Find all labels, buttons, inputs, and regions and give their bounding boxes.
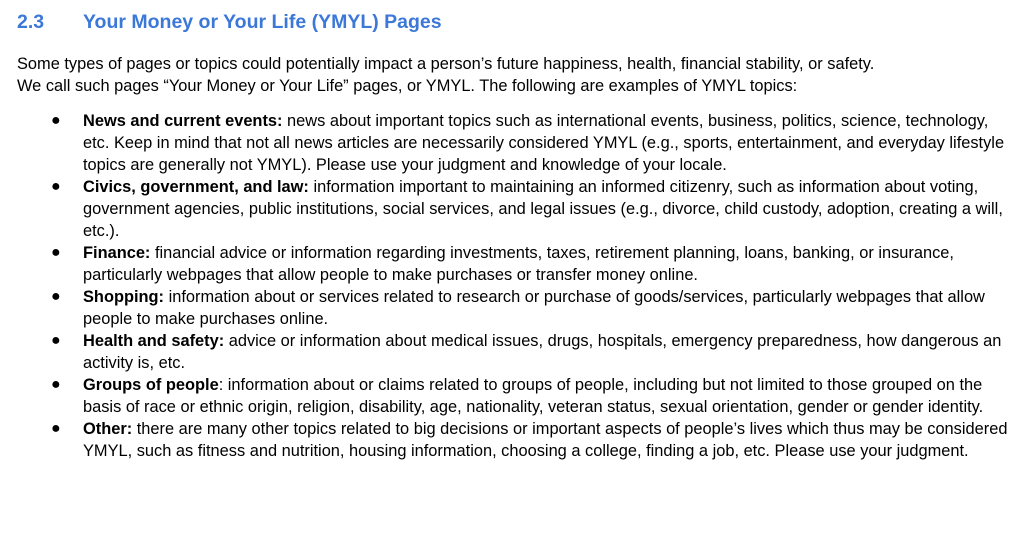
section-heading (17, 9, 1011, 35)
list-item (17, 242, 1011, 286)
topic-term: Shopping: (83, 288, 165, 306)
list-item (17, 286, 1011, 330)
bullet-icon: ● (51, 420, 61, 437)
topic-description: information important to maintaining an informed citizenry, such as information about voting, government agencies, public institutions, social services, and legal issues (e.g., divorce, child custody, adoption, creating a will, etc.). (83, 178, 1003, 240)
topic-term: Health and safety: (83, 332, 225, 350)
section-number: 2.3 (17, 11, 45, 33)
bullet-icon: ● (51, 244, 61, 261)
bullet-icon: ● (51, 332, 61, 349)
topic-description: information about or services related to research or purchase of goods/services, particularly webpages that allow people to make purchases online. (83, 288, 985, 328)
list-item (17, 176, 1011, 242)
ymyl-topic-list (17, 110, 1011, 462)
topic-term: Groups of people (83, 376, 219, 394)
bullet-icon: ● (51, 112, 61, 129)
intro-line-1: Some types of pages or topics could potentially impact a person’s future happiness, health, financial stability, or safety. (17, 55, 875, 73)
topic-term: Other: (83, 420, 133, 438)
section-title: Your Money or Your Life (YMYL) Pages (83, 11, 442, 33)
topic-description: advice or information about medical issues, drugs, hospitals, emergency preparedness, how dangerous an activity is, etc. (83, 332, 1002, 372)
topic-term: Finance: (83, 244, 151, 262)
topic-description: : information about or claims related to groups of people, including but not limited to those grouped on the basis of race or ethnic origin, religion, disability, age, nationality, veteran status, sexual orientation, gender or gender identity. (83, 376, 984, 416)
intro-paragraph (17, 53, 1011, 97)
list-item (17, 110, 1011, 176)
bullet-icon: ● (51, 288, 61, 305)
list-item (17, 418, 1011, 462)
intro-line-2: We call such pages “Your Money or Your Life” pages, or YMYL. The following are examples of YMYL topics: (17, 77, 798, 95)
list-item (17, 374, 1011, 418)
topic-term: News and current events: (83, 112, 283, 130)
topic-description: financial advice or information regarding investments, taxes, retirement planning, loans, banking, or insurance, particularly webpages that allow people to make purchases or transfer money online. (83, 244, 954, 284)
topic-term: Civics, government, and law: (83, 178, 309, 196)
bullet-icon: ● (51, 178, 61, 195)
list-item (17, 330, 1011, 374)
topic-description: there are many other topics related to big decisions or important aspects of people’s lives which thus may be considered YMYL, such as fitness and nutrition, housing information, choosing a college, finding a job, etc. Please use your judgment. (83, 420, 1008, 460)
topic-description: news about important topics such as international events, business, politics, science, technology, etc. Keep in mind that not all news articles are necessarily considered YMYL (e.g., sports, entertainment, and everyday lifestyle topics are generally not YMYL). Please use your judgment and knowledge of your locale. (83, 112, 1005, 174)
bullet-icon: ● (51, 376, 61, 393)
